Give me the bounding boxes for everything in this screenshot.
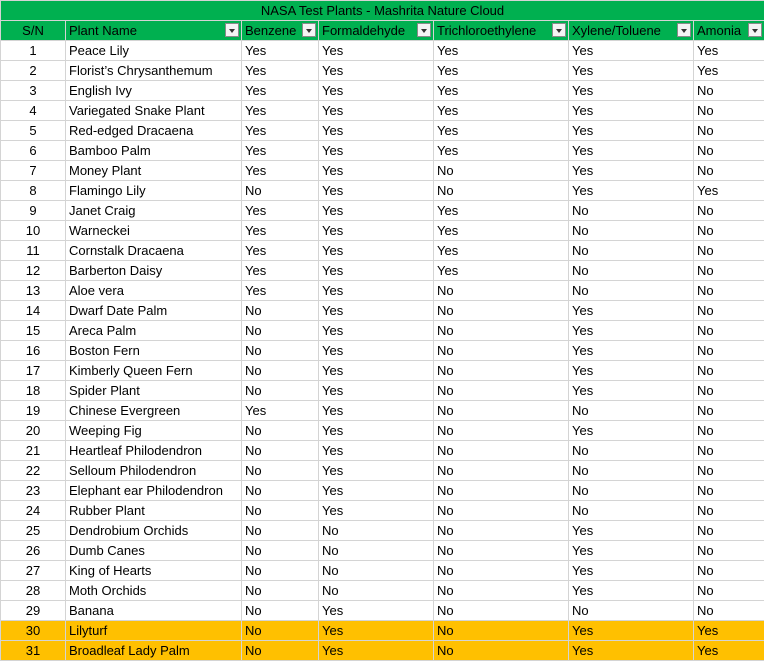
cell-formaldehyde[interactable]: Yes — [319, 81, 434, 101]
table-row — [1, 401, 764, 421]
cell-xylene-toluene[interactable]: No — [569, 401, 694, 421]
cell-amonia[interactable]: No — [694, 221, 764, 241]
cell-formaldehyde[interactable]: Yes — [319, 641, 434, 661]
cell-sn[interactable]: 22 — [1, 461, 66, 481]
cell-plant-name[interactable]: Janet Craig — [66, 201, 242, 221]
header-benzene[interactable] — [242, 21, 319, 41]
cell-formaldehyde[interactable]: Yes — [319, 601, 434, 621]
cell-benzene[interactable]: Yes — [242, 241, 319, 261]
cell-benzene[interactable]: No — [242, 421, 319, 441]
cell-amonia[interactable]: No — [694, 301, 764, 321]
cell-benzene[interactable]: No — [242, 321, 319, 341]
header-benzene-label: Benzene — [245, 23, 297, 38]
cell-sn[interactable]: 30 — [1, 621, 66, 641]
cell-plant-name[interactable]: Variegated Snake Plant — [66, 101, 242, 121]
cell-plant-name[interactable]: Barberton Daisy — [66, 261, 242, 281]
cell-amonia[interactable]: No — [694, 261, 764, 281]
cell-benzene[interactable]: No — [242, 541, 319, 561]
cell-amonia[interactable]: Yes — [694, 181, 764, 201]
cell-xylene-toluene[interactable]: No — [569, 501, 694, 521]
cell-plant-name[interactable]: Bamboo Palm — [66, 141, 242, 161]
cell-benzene[interactable]: Yes — [242, 281, 319, 301]
header-amonia[interactable] — [694, 21, 764, 41]
cell-formaldehyde[interactable]: Yes — [319, 401, 434, 421]
header-row — [1, 21, 764, 41]
header-trichloroethylene[interactable] — [434, 21, 569, 41]
cell-xylene-toluene[interactable]: Yes — [569, 561, 694, 581]
table-row — [1, 381, 764, 401]
cell-formaldehyde[interactable]: Yes — [319, 41, 434, 61]
table-row — [1, 81, 764, 101]
header-formaldehyde[interactable] — [319, 21, 434, 41]
cell-formaldehyde[interactable]: Yes — [319, 121, 434, 141]
cell-sn[interactable]: 10 — [1, 221, 66, 241]
cell-xylene-toluene[interactable]: No — [569, 201, 694, 221]
cell-trichloroethylene[interactable]: No — [434, 561, 569, 581]
cell-xylene-toluene[interactable]: Yes — [569, 541, 694, 561]
cell-trichloroethylene[interactable]: No — [434, 301, 569, 321]
table-row — [1, 301, 764, 321]
cell-amonia[interactable]: No — [694, 521, 764, 541]
table-row — [1, 121, 764, 141]
cell-formaldehyde[interactable]: Yes — [319, 481, 434, 501]
cell-amonia[interactable]: No — [694, 141, 764, 161]
cell-xylene-toluene[interactable]: Yes — [569, 381, 694, 401]
dropdown-arrow-icon[interactable] — [225, 23, 239, 37]
cell-benzene[interactable]: Yes — [242, 61, 319, 81]
table-row — [1, 241, 764, 261]
cell-plant-name[interactable]: Heartleaf Philodendron — [66, 441, 242, 461]
table-row — [1, 461, 764, 481]
cell-sn[interactable]: 8 — [1, 181, 66, 201]
cell-formaldehyde[interactable]: Yes — [319, 361, 434, 381]
cell-plant-name[interactable]: Lilyturf — [66, 621, 242, 641]
table-row — [1, 641, 764, 661]
cell-benzene[interactable]: Yes — [242, 401, 319, 421]
cell-xylene-toluene[interactable]: Yes — [569, 421, 694, 441]
table-row — [1, 61, 764, 81]
cell-benzene[interactable]: No — [242, 361, 319, 381]
cell-amonia[interactable]: No — [694, 461, 764, 481]
table-row — [1, 181, 764, 201]
cell-sn[interactable]: 25 — [1, 521, 66, 541]
table-row — [1, 621, 764, 641]
cell-trichloroethylene[interactable]: No — [434, 481, 569, 501]
cell-sn[interactable]: 27 — [1, 561, 66, 581]
cell-benzene[interactable]: No — [242, 341, 319, 361]
cell-plant-name[interactable]: Weeping Fig — [66, 421, 242, 441]
cell-sn[interactable]: 6 — [1, 141, 66, 161]
cell-trichloroethylene[interactable]: No — [434, 461, 569, 481]
cell-benzene[interactable]: Yes — [242, 261, 319, 281]
cell-sn[interactable]: 28 — [1, 581, 66, 601]
header-xylene-toluene[interactable] — [569, 21, 694, 41]
table-row — [1, 441, 764, 461]
cell-amonia[interactable]: No — [694, 581, 764, 601]
cell-benzene[interactable]: No — [242, 621, 319, 641]
cell-sn[interactable]: 26 — [1, 541, 66, 561]
cell-trichloroethylene[interactable]: No — [434, 161, 569, 181]
cell-xylene-toluene[interactable]: Yes — [569, 101, 694, 121]
cell-trichloroethylene[interactable]: No — [434, 401, 569, 421]
cell-trichloroethylene[interactable]: No — [434, 521, 569, 541]
cell-plant-name[interactable]: Cornstalk Dracaena — [66, 241, 242, 261]
cell-trichloroethylene[interactable]: Yes — [434, 121, 569, 141]
cell-benzene[interactable]: No — [242, 481, 319, 501]
cell-xylene-toluene[interactable]: Yes — [569, 321, 694, 341]
cell-formaldehyde[interactable]: Yes — [319, 281, 434, 301]
cell-benzene[interactable]: Yes — [242, 161, 319, 181]
table-row — [1, 341, 764, 361]
cell-trichloroethylene[interactable]: No — [434, 341, 569, 361]
cell-plant-name[interactable]: Aloe vera — [66, 281, 242, 301]
cell-xylene-toluene[interactable]: No — [569, 221, 694, 241]
cell-amonia[interactable]: Yes — [694, 61, 764, 81]
cell-formaldehyde[interactable]: Yes — [319, 161, 434, 181]
cell-amonia[interactable]: Yes — [694, 41, 764, 61]
cell-amonia[interactable]: No — [694, 481, 764, 501]
cell-xylene-toluene[interactable]: Yes — [569, 81, 694, 101]
cell-xylene-toluene[interactable]: Yes — [569, 141, 694, 161]
table-row — [1, 521, 764, 541]
cell-plant-name[interactable]: Banana — [66, 601, 242, 621]
cell-sn[interactable]: 16 — [1, 341, 66, 361]
cell-formaldehyde[interactable]: Yes — [319, 441, 434, 461]
cell-sn[interactable]: 18 — [1, 381, 66, 401]
cell-formaldehyde[interactable]: Yes — [319, 61, 434, 81]
table-row — [1, 201, 764, 221]
cell-xylene-toluene[interactable]: Yes — [569, 181, 694, 201]
cell-amonia[interactable]: Yes — [694, 621, 764, 641]
cell-amonia[interactable]: No — [694, 81, 764, 101]
dropdown-arrow-icon[interactable] — [748, 23, 762, 37]
cell-amonia[interactable]: No — [694, 241, 764, 261]
cell-trichloroethylene[interactable]: Yes — [434, 221, 569, 241]
cell-xylene-toluene[interactable]: Yes — [569, 521, 694, 541]
cell-trichloroethylene[interactable]: Yes — [434, 201, 569, 221]
cell-amonia[interactable]: No — [694, 361, 764, 381]
table-row — [1, 101, 764, 121]
table-row — [1, 561, 764, 581]
cell-formaldehyde[interactable]: Yes — [319, 101, 434, 121]
cell-benzene[interactable]: No — [242, 181, 319, 201]
cell-sn[interactable]: 24 — [1, 501, 66, 521]
table-row — [1, 141, 764, 161]
cell-benzene[interactable]: No — [242, 441, 319, 461]
table-row — [1, 161, 764, 181]
cell-formaldehyde[interactable]: Yes — [319, 341, 434, 361]
cell-amonia[interactable]: No — [694, 341, 764, 361]
cell-sn[interactable]: 3 — [1, 81, 66, 101]
cell-plant-name[interactable]: Flamingo Lily — [66, 181, 242, 201]
cell-plant-name[interactable]: Money Plant — [66, 161, 242, 181]
cell-plant-name[interactable]: Red-edged Dracaena — [66, 121, 242, 141]
cell-formaldehyde[interactable]: Yes — [319, 301, 434, 321]
cell-formaldehyde[interactable]: Yes — [319, 241, 434, 261]
table-row — [1, 501, 764, 521]
cell-xylene-toluene[interactable]: Yes — [569, 361, 694, 381]
cell-amonia[interactable]: No — [694, 101, 764, 121]
table-row — [1, 421, 764, 441]
table-row — [1, 541, 764, 561]
cell-amonia[interactable]: No — [694, 441, 764, 461]
cell-xylene-toluene[interactable]: No — [569, 481, 694, 501]
cell-formaldehyde[interactable]: Yes — [319, 621, 434, 641]
cell-amonia[interactable]: No — [694, 401, 764, 421]
cell-plant-name[interactable]: King of Hearts — [66, 561, 242, 581]
table-row — [1, 481, 764, 501]
cell-formaldehyde[interactable]: No — [319, 541, 434, 561]
cell-benzene[interactable]: No — [242, 381, 319, 401]
cell-sn[interactable]: 17 — [1, 361, 66, 381]
cell-trichloroethylene[interactable]: No — [434, 501, 569, 521]
cell-amonia[interactable]: No — [694, 121, 764, 141]
table-row — [1, 41, 764, 61]
header-xylene-toluene-label: Xylene/Toluene — [572, 23, 661, 38]
cell-trichloroethylene[interactable]: No — [434, 541, 569, 561]
table-row — [1, 601, 764, 621]
cell-trichloroethylene[interactable]: Yes — [434, 141, 569, 161]
cell-plant-name[interactable]: Peace Lily — [66, 41, 242, 61]
cell-sn[interactable]: 15 — [1, 321, 66, 341]
cell-trichloroethylene[interactable]: No — [434, 361, 569, 381]
cell-trichloroethylene[interactable]: Yes — [434, 261, 569, 281]
title-row — [1, 1, 764, 21]
cell-plant-name[interactable]: Florist’s Chrysanthemum — [66, 61, 242, 81]
cell-benzene[interactable]: Yes — [242, 41, 319, 61]
cell-sn[interactable]: 12 — [1, 261, 66, 281]
cell-benzene[interactable]: No — [242, 301, 319, 321]
cell-amonia[interactable]: No — [694, 281, 764, 301]
cell-trichloroethylene[interactable]: Yes — [434, 41, 569, 61]
cell-sn[interactable]: 2 — [1, 61, 66, 81]
header-sn[interactable]: S/N — [1, 21, 66, 41]
cell-plant-name[interactable]: Dumb Canes — [66, 541, 242, 561]
table-row — [1, 361, 764, 381]
cell-formaldehyde[interactable]: Yes — [319, 501, 434, 521]
cell-sn[interactable]: 20 — [1, 421, 66, 441]
cell-xylene-toluene[interactable]: Yes — [569, 301, 694, 321]
cell-xylene-toluene[interactable]: Yes — [569, 641, 694, 661]
cell-xylene-toluene[interactable]: No — [569, 241, 694, 261]
cell-amonia[interactable]: No — [694, 601, 764, 621]
cell-plant-name[interactable]: Rubber Plant — [66, 501, 242, 521]
cell-plant-name[interactable]: Dwarf Date Palm — [66, 301, 242, 321]
cell-sn[interactable]: 13 — [1, 281, 66, 301]
cell-formaldehyde[interactable]: No — [319, 561, 434, 581]
dropdown-arrow-icon[interactable] — [417, 23, 431, 37]
table-row — [1, 221, 764, 241]
cell-plant-name[interactable]: Kimberly Queen Fern — [66, 361, 242, 381]
header-plant-name[interactable] — [66, 21, 242, 41]
cell-formaldehyde[interactable]: Yes — [319, 381, 434, 401]
header-formaldehyde-label: Formaldehyde — [322, 23, 406, 38]
cell-plant-name[interactable]: Warneckei — [66, 221, 242, 241]
header-trichloroethylene-label: Trichloroethylene — [437, 23, 537, 38]
cell-formaldehyde[interactable]: Yes — [319, 181, 434, 201]
cell-sn[interactable]: 1 — [1, 41, 66, 61]
cell-trichloroethylene[interactable]: No — [434, 581, 569, 601]
cell-trichloroethylene[interactable]: No — [434, 621, 569, 641]
cell-formaldehyde[interactable]: No — [319, 521, 434, 541]
dropdown-arrow-icon[interactable] — [302, 23, 316, 37]
cell-trichloroethylene[interactable]: No — [434, 601, 569, 621]
cell-trichloroethylene[interactable]: No — [434, 641, 569, 661]
cell-formaldehyde[interactable]: Yes — [319, 261, 434, 281]
cell-plant-name[interactable]: Spider Plant — [66, 381, 242, 401]
cell-plant-name[interactable]: Moth Orchids — [66, 581, 242, 601]
cell-xylene-toluene[interactable]: No — [569, 281, 694, 301]
cell-trichloroethylene[interactable]: No — [434, 421, 569, 441]
cell-xylene-toluene[interactable]: Yes — [569, 121, 694, 141]
cell-plant-name[interactable]: Boston Fern — [66, 341, 242, 361]
cell-formaldehyde[interactable]: Yes — [319, 221, 434, 241]
cell-plant-name[interactable]: Broadleaf Lady Palm — [66, 641, 242, 661]
cell-formaldehyde[interactable]: Yes — [319, 141, 434, 161]
cell-amonia[interactable]: No — [694, 201, 764, 221]
cell-sn[interactable]: 19 — [1, 401, 66, 421]
cell-benzene[interactable]: Yes — [242, 221, 319, 241]
cell-xylene-toluene[interactable]: No — [569, 601, 694, 621]
cell-trichloroethylene[interactable]: No — [434, 321, 569, 341]
cell-plant-name[interactable]: Dendrobium Orchids — [66, 521, 242, 541]
cell-xylene-toluene[interactable]: Yes — [569, 161, 694, 181]
cell-plant-name[interactable]: Areca Palm — [66, 321, 242, 341]
cell-plant-name[interactable]: Selloum Philodendron — [66, 461, 242, 481]
cell-sn[interactable]: 21 — [1, 441, 66, 461]
cell-amonia[interactable]: No — [694, 321, 764, 341]
cell-amonia[interactable]: No — [694, 501, 764, 521]
table-row — [1, 321, 764, 341]
cell-benzene[interactable]: No — [242, 601, 319, 621]
cell-sn[interactable]: 23 — [1, 481, 66, 501]
cell-sn[interactable]: 9 — [1, 201, 66, 221]
cell-sn[interactable]: 7 — [1, 161, 66, 181]
cell-trichloroethylene[interactable]: Yes — [434, 241, 569, 261]
sheet-title[interactable]: NASA Test Plants - Mashrita Nature Cloud — [1, 1, 764, 21]
cell-benzene[interactable]: Yes — [242, 141, 319, 161]
cell-plant-name[interactable]: Elephant ear Philodendron — [66, 481, 242, 501]
cell-amonia[interactable]: No — [694, 381, 764, 401]
cell-xylene-toluene[interactable]: Yes — [569, 621, 694, 641]
cell-sn[interactable]: 29 — [1, 601, 66, 621]
cell-plant-name[interactable]: Chinese Evergreen — [66, 401, 242, 421]
cell-trichloroethylene[interactable]: No — [434, 381, 569, 401]
cell-benzene[interactable]: Yes — [242, 201, 319, 221]
cell-benzene[interactable]: Yes — [242, 81, 319, 101]
cell-benzene[interactable]: Yes — [242, 121, 319, 141]
header-plant-name-label: Plant Name — [69, 23, 137, 38]
cell-sn[interactable]: 4 — [1, 101, 66, 121]
cell-amonia[interactable]: Yes — [694, 641, 764, 661]
cell-xylene-toluene[interactable]: Yes — [569, 61, 694, 81]
cell-amonia[interactable]: No — [694, 561, 764, 581]
table-row — [1, 281, 764, 301]
cell-amonia[interactable]: No — [694, 421, 764, 441]
cell-benzene[interactable]: No — [242, 561, 319, 581]
cell-formaldehyde[interactable]: Yes — [319, 321, 434, 341]
cell-formaldehyde[interactable]: No — [319, 581, 434, 601]
cell-trichloroethylene[interactable]: Yes — [434, 61, 569, 81]
cell-benzene[interactable]: No — [242, 581, 319, 601]
cell-benzene[interactable]: Yes — [242, 101, 319, 121]
cell-sn[interactable]: 11 — [1, 241, 66, 261]
cell-trichloroethylene[interactable]: Yes — [434, 81, 569, 101]
cell-formaldehyde[interactable]: Yes — [319, 421, 434, 441]
cell-xylene-toluene[interactable]: Yes — [569, 581, 694, 601]
cell-trichloroethylene[interactable]: No — [434, 181, 569, 201]
table-row — [1, 581, 764, 601]
cell-xylene-toluene[interactable]: No — [569, 441, 694, 461]
cell-benzene[interactable]: No — [242, 461, 319, 481]
header-amonia-label: Amonia — [697, 23, 742, 38]
cell-benzene[interactable]: No — [242, 521, 319, 541]
cell-sn[interactable]: 14 — [1, 301, 66, 321]
cell-benzene[interactable]: No — [242, 501, 319, 521]
cell-formaldehyde[interactable]: Yes — [319, 461, 434, 481]
cell-trichloroethylene[interactable]: No — [434, 441, 569, 461]
cell-trichloroethylene[interactable]: No — [434, 281, 569, 301]
dropdown-arrow-icon[interactable] — [677, 23, 691, 37]
cell-amonia[interactable]: No — [694, 161, 764, 181]
dropdown-arrow-icon[interactable] — [552, 23, 566, 37]
cell-xylene-toluene[interactable]: No — [569, 461, 694, 481]
cell-xylene-toluene[interactable]: Yes — [569, 341, 694, 361]
cell-sn[interactable]: 5 — [1, 121, 66, 141]
cell-xylene-toluene[interactable]: No — [569, 261, 694, 281]
cell-benzene[interactable]: No — [242, 641, 319, 661]
table-row — [1, 261, 764, 281]
cell-formaldehyde[interactable]: Yes — [319, 201, 434, 221]
cell-trichloroethylene[interactable]: Yes — [434, 101, 569, 121]
cell-amonia[interactable]: No — [694, 541, 764, 561]
cell-xylene-toluene[interactable]: Yes — [569, 41, 694, 61]
cell-sn[interactable]: 31 — [1, 641, 66, 661]
cell-plant-name[interactable]: English Ivy — [66, 81, 242, 101]
